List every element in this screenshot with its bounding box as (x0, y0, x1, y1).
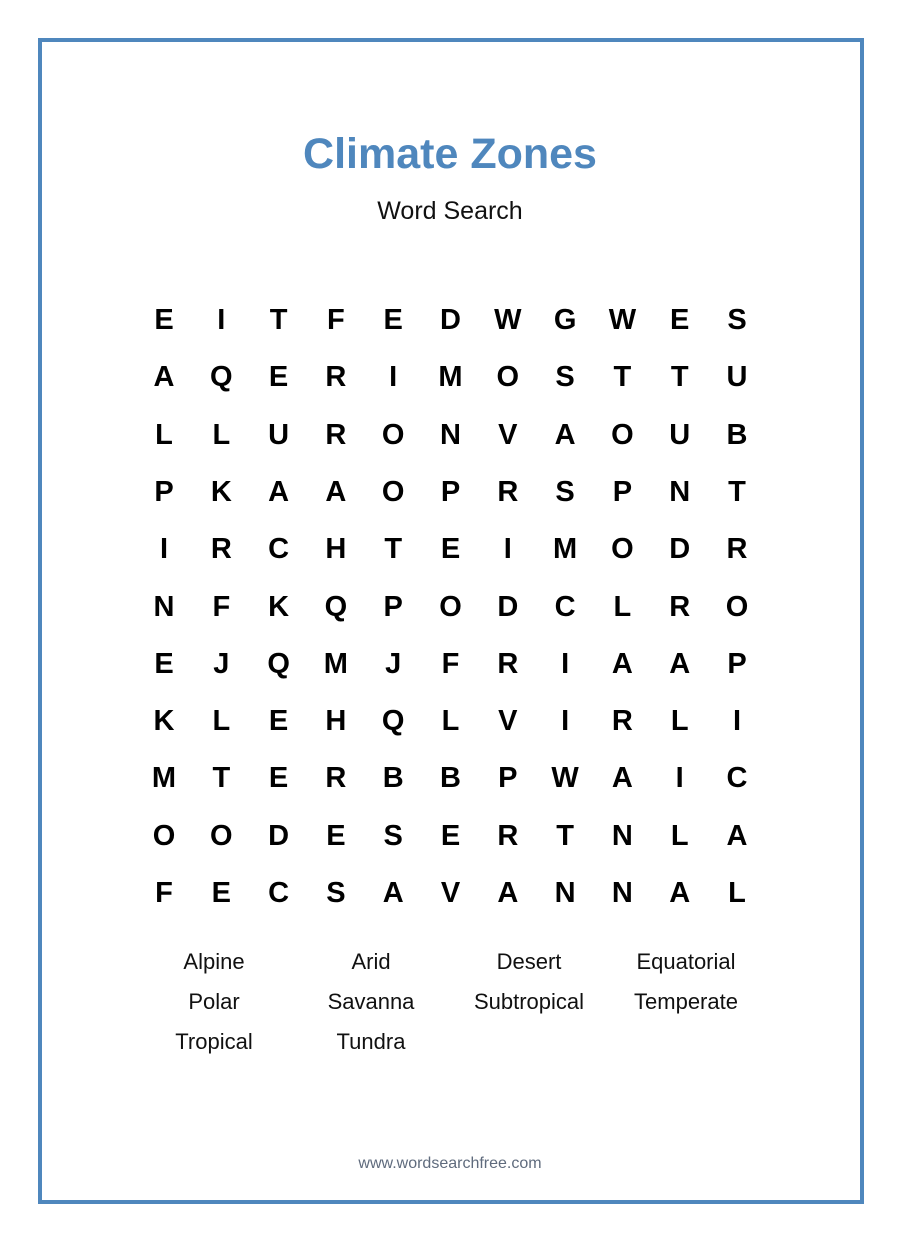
grid-letter: I (561, 647, 570, 680)
grid-letter: K (268, 590, 290, 623)
grid-letter: T (556, 819, 574, 852)
grid-letter: W (551, 762, 579, 795)
grid-letter: C (268, 533, 290, 566)
grid-letter: W (608, 304, 637, 336)
grid-letter: T (384, 533, 403, 566)
grid-letter: O (152, 819, 176, 852)
grid-letter: T (269, 304, 288, 336)
grid-letter: N (669, 475, 691, 508)
grid-letter: Q (324, 590, 348, 623)
grid-letter: D (669, 533, 691, 566)
grid-letter: S (555, 361, 575, 394)
word-list-item: Equatorial (636, 949, 736, 974)
grid-letter: P (154, 475, 174, 508)
grid-letter: E (154, 304, 174, 336)
puzzle-subtitle: Word Search (377, 197, 523, 225)
grid-letter: I (675, 762, 684, 795)
grid-letter: I (732, 705, 742, 738)
grid-letter: Q (210, 361, 233, 394)
grid-letter: I (503, 533, 512, 566)
word-list-item: Savanna (327, 989, 415, 1014)
grid-letter: L (212, 705, 231, 738)
grid-letter: N (611, 877, 633, 909)
grid-letter: N (440, 418, 461, 451)
grid-letter: P (383, 590, 403, 623)
grid-letter: A (268, 475, 290, 508)
grid-letter: O (439, 590, 462, 623)
grid-letter: H (325, 705, 347, 738)
grid-letter: Q (381, 705, 405, 738)
grid-letter: O (381, 418, 405, 451)
grid-letter: D (440, 304, 461, 336)
grid-letter: O (496, 361, 520, 394)
grid-letter: R (611, 705, 633, 738)
grid-letter: B (726, 418, 748, 451)
grid-letter: M (438, 361, 463, 394)
grid-letter: E (154, 647, 174, 680)
grid-letter: D (268, 819, 290, 852)
grid-letter: F (212, 590, 231, 623)
grid-letter: I (389, 361, 398, 394)
grid-letter: I (561, 705, 570, 738)
word-list-item: Subtropical (473, 989, 585, 1014)
grid-letter: Q (267, 647, 290, 680)
grid-letter: P (440, 475, 461, 508)
grid-letter: E (326, 819, 346, 852)
word-list-item: Tropical (175, 1029, 253, 1054)
grid-letter: L (728, 877, 746, 909)
grid-letter: T (670, 361, 689, 394)
grid-letter: N (611, 819, 633, 852)
grid-letter: C (726, 762, 748, 795)
grid-letter: V (440, 877, 461, 909)
footer-url: www.wordsearchfree.com (358, 1155, 542, 1172)
grid-letter: V (498, 705, 518, 738)
grid-letter: R (497, 475, 519, 508)
grid-letter: A (726, 819, 748, 852)
grid-letter: A (611, 647, 633, 680)
word-list-item: Temperate (634, 989, 738, 1014)
grid-letter: A (382, 877, 404, 909)
grid-letter: T (212, 762, 231, 795)
grid-letter: P (498, 762, 518, 795)
grid-letter: E (440, 533, 461, 566)
word-list-item: Alpine (183, 949, 245, 974)
grid-letter: S (555, 475, 575, 508)
word-list-item: Tundra (336, 1029, 406, 1054)
grid-letter: O (611, 533, 634, 566)
grid-letter: E (211, 877, 231, 909)
grid-letter: A (669, 877, 691, 909)
grid-letter: F (327, 304, 345, 336)
grid-letter: H (325, 533, 347, 566)
grid-letter: U (726, 361, 748, 394)
grid-letter: E (440, 819, 461, 852)
grid-letter: R (325, 762, 347, 795)
grid-letter: R (726, 533, 748, 566)
grid-letter: L (613, 590, 632, 623)
puzzle-title: Climate Zones (303, 130, 597, 178)
grid-letter: A (611, 762, 633, 795)
grid-letter: K (210, 475, 232, 508)
grid-letter: U (669, 418, 691, 451)
grid-letter: F (441, 647, 460, 680)
grid-letter: R (325, 418, 347, 451)
grid-letter: O (725, 590, 749, 623)
grid-letter: A (669, 647, 691, 680)
grid-letter: R (497, 819, 519, 852)
grid-letter: T (613, 361, 632, 394)
grid-letter: P (727, 647, 747, 680)
grid-letter: L (155, 418, 173, 451)
grid-letter: S (383, 819, 403, 852)
grid-letter: I (217, 304, 226, 336)
grid-letter: M (323, 647, 348, 680)
grid-letter: U (268, 418, 290, 451)
grid-letter: W (494, 304, 522, 336)
grid-letter: J (385, 647, 402, 680)
grid-letter: A (153, 361, 175, 394)
grid-letter: G (553, 304, 577, 336)
grid-letter: R (325, 361, 347, 394)
grid-letter: L (441, 705, 460, 738)
word-list-item: Arid (351, 949, 391, 974)
grid-letter: F (155, 877, 173, 909)
grid-letter: R (210, 533, 232, 566)
grid-letter: M (151, 762, 177, 795)
grid-letter: C (554, 590, 576, 623)
grid-letter: J (213, 647, 230, 680)
grid-letter: E (383, 304, 403, 336)
grid-letter: E (268, 705, 289, 738)
grid-letter: V (498, 418, 518, 451)
grid-letter: K (153, 705, 175, 738)
grid-letter: P (612, 475, 633, 508)
grid-letter: N (554, 877, 576, 909)
grid-letter: R (497, 647, 519, 680)
grid-letter: B (382, 762, 404, 795)
word-list-item: Polar (188, 989, 240, 1014)
grid-letter: N (153, 590, 175, 623)
grid-letter: E (670, 304, 690, 336)
grid-letter: T (728, 475, 746, 508)
grid-letter: L (670, 705, 689, 738)
grid-letter: L (212, 418, 231, 451)
grid-letter: M (553, 533, 578, 566)
grid-letter: S (727, 304, 747, 336)
grid-letter: O (381, 475, 405, 508)
grid-letter: A (497, 877, 519, 909)
grid-letter: B (440, 762, 461, 795)
grid-letter: O (611, 418, 634, 451)
grid-letter: S (326, 877, 346, 909)
grid-letter: D (497, 590, 519, 623)
grid-letter: O (210, 819, 233, 852)
grid-letter: I (159, 533, 169, 566)
grid-letter: A (554, 418, 576, 451)
grid-letter: R (669, 590, 691, 623)
word-list-item: Desert (496, 949, 562, 974)
grid-letter: A (325, 475, 347, 508)
grid-letter: L (670, 819, 689, 852)
grid-letter: E (268, 762, 289, 795)
grid-letter: C (268, 877, 290, 909)
grid-letter: E (268, 361, 289, 394)
